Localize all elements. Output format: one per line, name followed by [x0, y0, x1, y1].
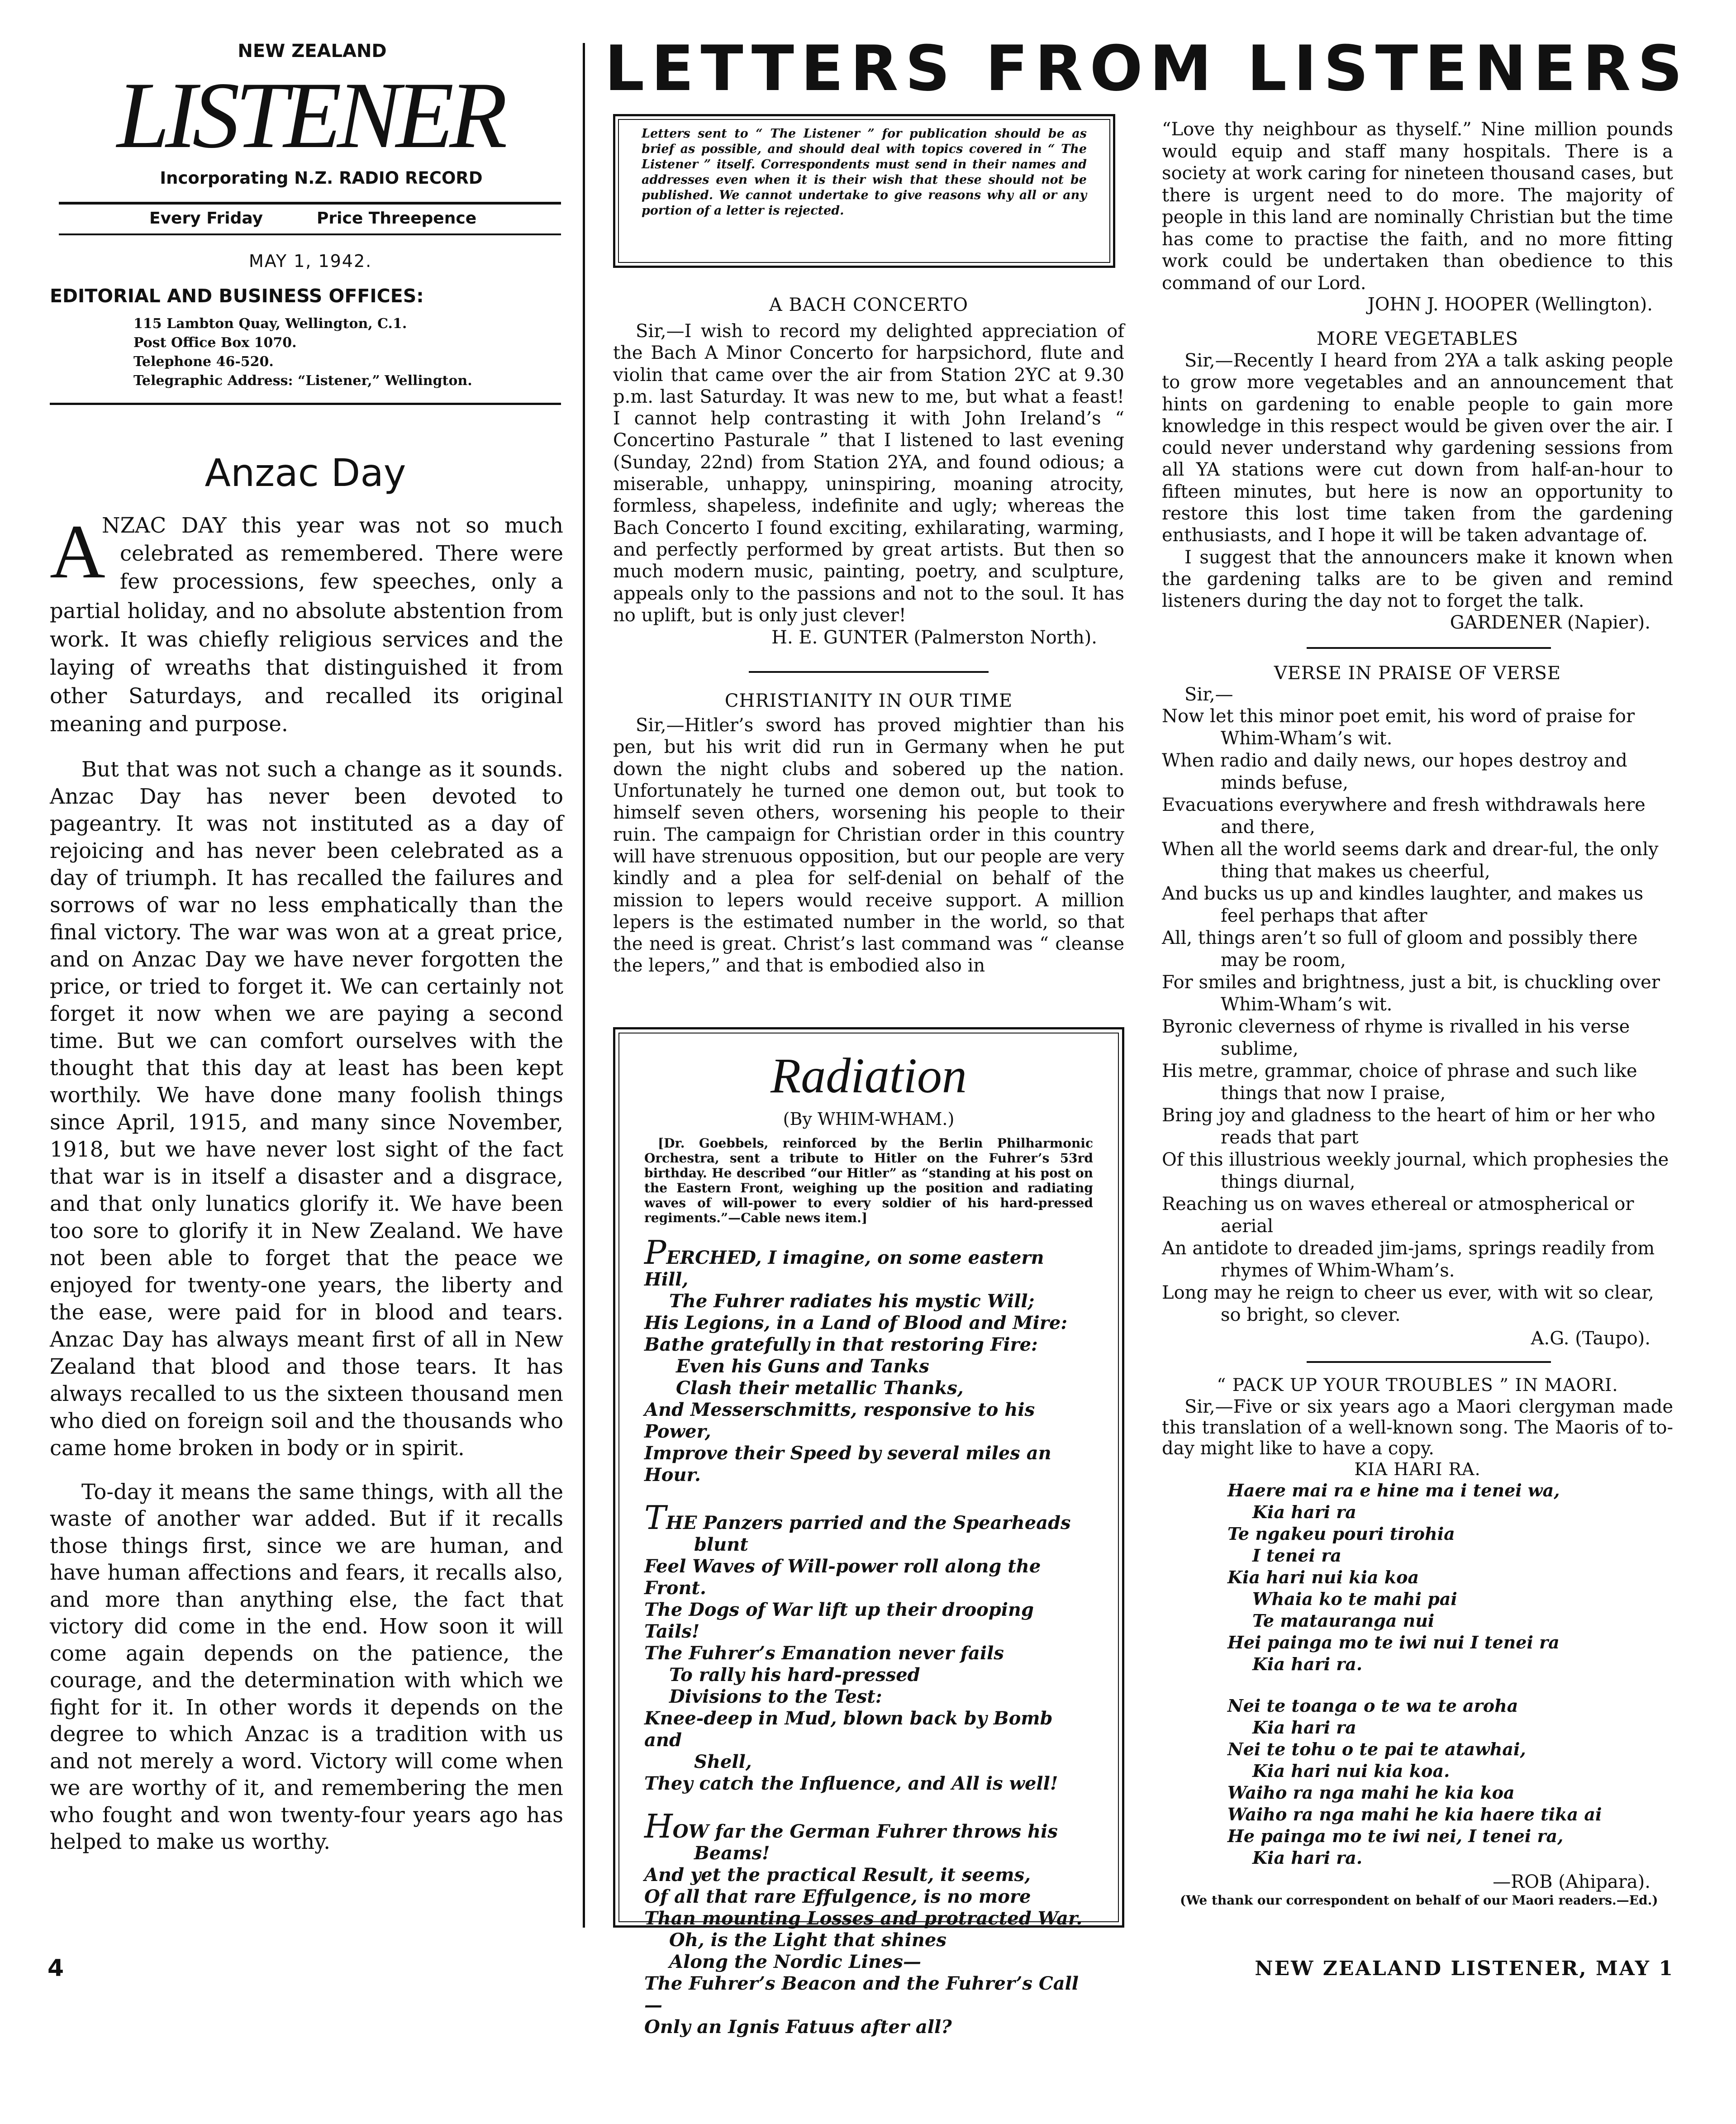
maori-line: Kia hari ra: [1252, 1502, 1356, 1523]
maori-line: Hei painga mo te iwi nui I tenei ra: [1227, 1632, 1560, 1653]
bach-signature: H. E. GUNTER (Palmerston North).: [771, 627, 1097, 648]
offices-heading: EDITORIAL AND BUSINESS OFFICES:: [50, 285, 424, 307]
verse-line: Now let this minor poet emit, his word of praise for Whim-Wham’s wit.: [1162, 706, 1635, 749]
masthead-rule-3: [50, 403, 561, 405]
poem-line: The Fuhrer’s Beacon and the Fuhrer’s Call—: [644, 1973, 1079, 2016]
maori-line: Kia hari nui kia koa.: [1252, 1761, 1450, 1781]
maori-line: Nei te toanga o te wa te aroha: [1227, 1695, 1518, 1716]
poem-line: Beams!: [694, 1843, 770, 1864]
maori-line: Haere mai ra e hine ma i tenei wa,: [1227, 1480, 1560, 1501]
verse-line: For smiles and brightness, just a bit, is chuckling over Whim-Wham’s wit.: [1162, 972, 1660, 1015]
maori-verse-1: [1162, 1480, 1673, 1675]
maori-line: Kia hari nui kia koa: [1227, 1567, 1419, 1588]
poem-line: Than mounting Losses and protracted War.: [644, 1908, 1083, 1929]
office-address: 115 Lambton Quay, Wellington, C.1.: [133, 316, 407, 332]
masthead-rule-2: [59, 233, 561, 235]
verse-line: When all the world seems dark and drear-ful, the only thing that makes us cheerful,: [1162, 839, 1659, 882]
stanza-3-cap: H: [644, 1807, 673, 1845]
masthead-country: NEW ZEALAND: [238, 41, 387, 62]
poem-line: And yet the practical Result, it seems,: [644, 1864, 1031, 1886]
masthead-incorporating: Incorporating N.Z. RADIO RECORD: [160, 168, 483, 188]
radiation-byline: (By WHIM-WHAM.): [783, 1109, 955, 1129]
running-head: NEW ZEALAND LISTENER, MAY 1: [1255, 1957, 1674, 1980]
maori-line: I tenei ra: [1252, 1545, 1341, 1566]
poem-line: Clash their metallic Thanks,: [676, 1377, 964, 1399]
poem-line: OW far the German Fuhrer throws his: [672, 1821, 1058, 1842]
page-number: 4: [48, 1955, 64, 1982]
maori-song-title: KIA HARI RA.: [1354, 1459, 1481, 1480]
verse-line: Byronic cleverness of rhyme is rivalled in his verse sublime,: [1162, 1016, 1630, 1060]
price-text: Price Threepence: [317, 209, 477, 228]
verse-lines: [1162, 705, 1673, 1326]
hooper-signature: JOHN J. HOOPER (Wellington).: [1367, 294, 1653, 315]
vegetables-signature: GARDENER (Napier).: [1450, 612, 1650, 633]
poem-line: They catch the Influence, and All is well!: [644, 1773, 1058, 1794]
poem-line: Shell,: [694, 1751, 752, 1772]
frequency-text: Every Friday: [149, 209, 263, 228]
right-column: [1162, 119, 1673, 1908]
verse-line: When radio and daily news, our hopes destroy and minds befuse,: [1162, 750, 1627, 794]
column-divider: [583, 43, 585, 1928]
poem-line: Knee-deep in Mud, blown back by Bomb and: [644, 1708, 1053, 1751]
poem-line: Oh, is the Light that shines: [669, 1929, 946, 1951]
bach-body: Sir,—I wish to record my delighted appreciation of the Bach A Minor Concerto for harpsichord, flute and violin that came over the air from Station 2YC at 9.30 p.m. last Saturday. It was new to me, but what a feast! I cannot help contrasting it with John Ireland’s “ Concertino Pasturale ” that I listened to last evening (Sunday, 22nd) from Station 2YA, and found odious; a miserable, unhappy, uninspiring, moaning atrocity, formless, shapeless, indefinite and ugly; whereas the Bach Concerto I found exciting, exhilarating, warming, and perfectly performed by great artists. But then so much modern music, painting, poetry, and sculpture, appeals only to the passions and not to the soul. It has no uplift, but is only just clever!: [613, 321, 1124, 626]
poem-line: And Messerschmitts, responsive to his Power,: [644, 1399, 1035, 1442]
letters-notice: Letters sent to “ The Listener ” for publication should be as brief as possible, and should deal with topics covered in “ The Listener ” itself. Correspondents must send in their names and addresses even when it is their wish that these should not be published. We cannot undertake to give reasons why all or any portion of a letter is rejected.: [642, 127, 1087, 218]
maori-body: Sir,—Five or six years ago a Maori clergyman made this translation of a well-known song. The Maoris of to-day might like to have a copy.: [1162, 1396, 1673, 1459]
editorial-line-3: few processions, few speeches, only a: [120, 569, 563, 594]
radiation-stanza-3: [644, 1807, 1093, 2038]
office-telegraphic: Telegraphic Address: “Listener,” Wellington.: [133, 373, 472, 389]
poem-line: Along the Nordic Lines—: [669, 1951, 921, 1972]
vegetables-body-2: I suggest that the announcers make it known when the gardening talks are to be given and remind listeners during the day not to forget the talk.: [1162, 547, 1673, 612]
verse-line: Of this illustrious weekly journal, which prophesies the things diurnal,: [1162, 1149, 1669, 1193]
verse-signature: A.G. (Taupo).: [1531, 1328, 1650, 1349]
rule-bach: [749, 671, 989, 673]
editorial-paragraph-3: To-day it means the same things, with all the waste of another war added. But if it recalls those things first, since we are human, and have human affections and fears, it recalls also, and more than anything else, the fact that victory did come in the end. How soon it will come again depends on the patience, the courage, and the determination with which we fight for it. In other words it depends on the degree to which Anzac is a tradition with us and not merely a word. Victory will come when we are worthy of it, and remembering the men who fought and won twenty-four years ago has helped to make us worthy.: [50, 1479, 563, 1854]
stanza-1-cap: P: [644, 1233, 666, 1272]
maori-line: Te ngakeu pouri tirohia: [1227, 1524, 1455, 1544]
poem-line: Only an Ignis Fatuus after all?: [644, 2016, 952, 2038]
masthead-title: LISTENER: [117, 63, 503, 168]
verse-heading: VERSE IN PRAISE OF VERSE: [1274, 662, 1561, 684]
letters-title: LETTERS FROM LISTENERS: [604, 32, 1689, 105]
poem-line: His Legions, in a Land of Blood and Mire:: [644, 1312, 1068, 1333]
poem-line: Improve their Speed by several miles an Hour.: [644, 1443, 1051, 1486]
bach-heading: A BACH CONCERTO: [769, 295, 969, 315]
poem-line: ERCHED, I imagine, on some eastern Hill,: [644, 1247, 1044, 1290]
drop-cap: A: [50, 509, 105, 594]
christianity-body: Sir,—Hitler’s sword has proved mightier than his pen, but his writ did run in Germany when he put down the night clubs and sobered up the nation. Unfortunately he turned one demon out, but took to himself seven others, worsening his people to their ruin. The campaign for Christian order in this country will have strenuous opposition, but our people are very kindly and a plea for self-denial on behalf of the mission to lepers would receive support. A million lepers is the estimated number in the world, so that the need is great. Christ’s last command was “ cleanse the lepers,” and that is embodied also in: [613, 715, 1124, 976]
maori-heading: “ PACK UP YOUR TROUBLES ” IN MAORI.: [1217, 1375, 1618, 1396]
maori-line: Nei te tohu o te pai te atawhai,: [1227, 1739, 1526, 1760]
issue-date: MAY 1, 1942.: [249, 251, 372, 271]
verse-line: An antidote to dreaded jim-jams, springs readily from rhymes of Whim-Wham’s.: [1162, 1238, 1655, 1281]
offices-list: [133, 314, 563, 391]
verse-line: Long may he reign to cheer us ever, with wit so clear, so bright, so clever.: [1162, 1282, 1654, 1326]
poem-line: blunt: [694, 1534, 748, 1555]
poem-line: The Fuhrer’s Emanation never fails: [644, 1643, 1004, 1664]
stanza-2-cap: T: [644, 1499, 666, 1537]
letters-notice-box: [613, 114, 1115, 268]
poem-line: Even his Guns and Tanks: [676, 1356, 929, 1377]
editorial-body: [50, 511, 563, 1856]
editorial-paragraph-2: But that was not such a change as it sounds. Anzac Day has never been devoted to pageantry. It was not instituted as a day of rejoicing and has never been celebrated as a day of triumph. It has recalled the failures and sorrows of war no less emphatically than the final victory. The war was won at a great price, and on Anzac Day we have never forgotten the price, or tried to forget it. We can certainly not forget it now when we are paying a second time. But we can comfort ourselves with the thought that this day at least has been kept worthily. We have done many foolish things since April, 1915, and many since November, 1918, but we have never lost sight of the fact that war is in itself a disaster and a disgrace, and that only lunatics glorify it. We have been too sore to glorify it in New Zealand. We have not been able to forget that the peace we enjoyed for twenty-one years, the liberty and the ease, were paid for in blood and tears. Anzac Day has always meant first of all in New Zealand that blood and those tears. It has always recalled to us the sixteen thousand men who died on foreign soil and the thousands who came home broken in body or in spirit.: [50, 757, 563, 1460]
editorial-line-1: NZAC DAY this year was not so much: [102, 513, 563, 538]
middle-column: [613, 294, 1124, 977]
rule-vegetables: [1307, 647, 1551, 649]
masthead-rule-1: [59, 202, 561, 205]
radiation-title: Radiation: [770, 1048, 967, 1103]
verse-line: Reaching us on waves ethereal or atmospherical or aerial: [1162, 1194, 1634, 1237]
office-telephone: Telephone 46-520.: [133, 354, 274, 370]
maori-line: Kia hari ra.: [1252, 1848, 1363, 1868]
hooper-body: “Love thy neighbour as thyself.” Nine million pounds would equip and staff many hospitals. There is a society at work caring for nineteen thousand cases, but there is urgent need to do more. The majority of people in this land are nominally Christian but the time has come to practise the faith, and no more fitting work could be undertaken than obedience to this command of our Lord.: [1162, 119, 1673, 294]
maori-signature: —ROB (Ahipara).: [1493, 1872, 1650, 1893]
maori-line: Te matauranga nui: [1252, 1610, 1435, 1631]
verse-line: Evacuations everywhere and fresh withdrawals here and there,: [1162, 795, 1646, 838]
maori-line: Kia hari ra.: [1252, 1654, 1363, 1675]
rule-verse: [1307, 1361, 1551, 1363]
maori-line: Whaia ko te mahi pai: [1252, 1589, 1457, 1610]
vegetables-heading: MORE VEGETABLES: [1317, 329, 1518, 349]
poem-line: Feel Waves of Will-power roll along the Front.: [644, 1556, 1041, 1599]
vegetables-body-1: Sir,—Recently I heard from 2YA a talk asking people to grow more vegetables and an announcement that hints on gardening to enable people to gain more knowledge in this respect would be given over the air. I could never understand why gardening sessions from all YA stations were cut down from half-an-hour to fifteen minutes, but here is now an opportunity to restore this lost time taken from the gardening enthusiasts, and I hope it will be taken advantage of.: [1162, 350, 1673, 546]
editorial-title: Anzac Day: [205, 451, 406, 495]
verse-line: All, things aren’t so full of gloom and possibly there may be room,: [1162, 928, 1638, 971]
office-po-box: Post Office Box 1070.: [133, 335, 297, 351]
verse-line: Bring joy and gladness to the heart of him or her who reads that part: [1162, 1105, 1655, 1148]
christianity-heading: CHRISTIANITY IN OUR TIME: [724, 691, 1013, 712]
maori-line: Waiho ra nga mahi he kia haere tika ai: [1227, 1804, 1602, 1825]
frequency-line: [59, 206, 561, 232]
radiation-stanza-1: [644, 1233, 1093, 1486]
radiation-stanza-2: [644, 1499, 1093, 1795]
verse-line: His metre, grammar, choice of phrase and such like things that now I praise,: [1162, 1061, 1637, 1104]
radiation-note: [Dr. Goebbels, reinforced by the Berlin Philharmonic Orchestra, sent a tribute to Hitler on the Fuhrer’s 53rd birthday. He described “our Hitler” as “standing at his post on the Eastern Front, weighing up the position and radiating waves of will-power to every soldier of his hard-pressed regiments.”—Cable news item.]: [644, 1136, 1093, 1225]
poem-line: To rally his hard-pressed: [669, 1664, 920, 1686]
verse-salutation: Sir,—: [1184, 684, 1233, 705]
maori-line: Waiho ra nga mahi he kia koa: [1227, 1782, 1515, 1803]
editorial-paragraph-1: partial holiday, and no absolute abstention from work. It was chiefly religious services and the laying of wreaths that distinguished it from other Saturdays, and recalled its original meaning and purpose.: [50, 599, 563, 736]
poem-line: Of all that rare Effulgence, is no more: [644, 1886, 1031, 1907]
poem-line: The Fuhrer radiates his mystic Will;: [669, 1291, 1035, 1312]
poem-line: HE Panzers parried and the Spearheads: [666, 1512, 1071, 1533]
maori-editor-note: (We thank our correspondent on behalf of our Maori readers.—Ed.): [1180, 1893, 1658, 1908]
poem-line: Divisions to the Test:: [669, 1686, 882, 1707]
poem-line: The Dogs of War lift up their drooping Tails!: [644, 1599, 1034, 1642]
radiation-box: [613, 1027, 1124, 2038]
editorial-line-2: celebrated as remembered. There were: [120, 541, 563, 566]
maori-line: Kia hari ra: [1252, 1717, 1356, 1738]
maori-verse-2: [1162, 1695, 1673, 1869]
poem-line: Bathe gratefully in that restoring Fire:: [644, 1334, 1038, 1355]
maori-line: He painga mo te iwi nei, I tenei ra,: [1227, 1826, 1564, 1847]
verse-line: And bucks us up and kindles laughter, and makes us feel perhaps that after: [1162, 883, 1644, 927]
